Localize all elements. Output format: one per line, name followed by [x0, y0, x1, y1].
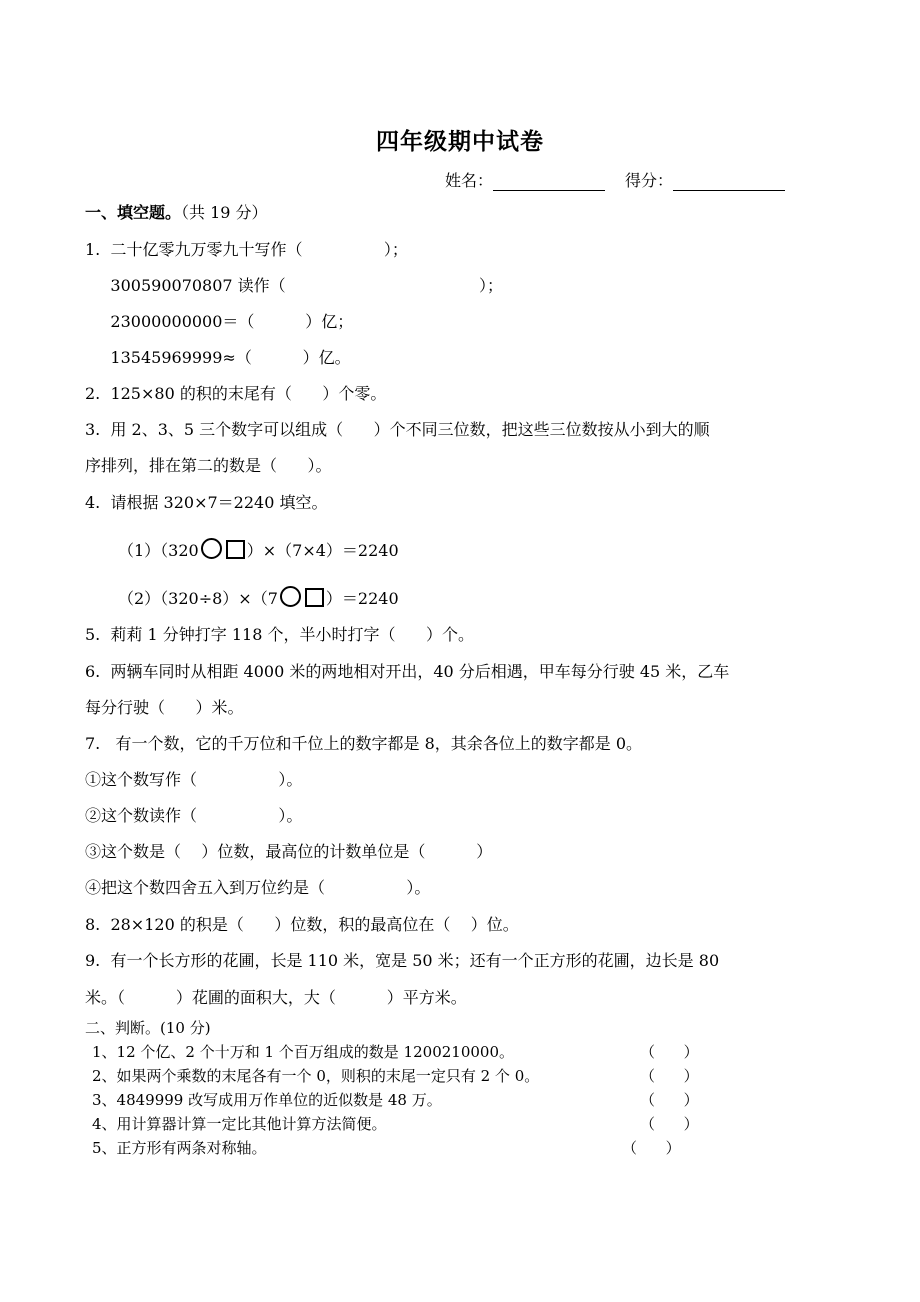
judgment-item: 2、如果两个乘数的末尾各有一个 0，则积的末尾一定只有 2 个 0。 — [92, 1067, 540, 1085]
name-label: 姓名： — [445, 171, 494, 190]
q4-item-2: （2）（320÷8）×（7 ）＝2240 — [118, 586, 399, 609]
answer-blank[interactable]: （ ） — [640, 1067, 699, 1085]
question-line: 5. 莉莉 1 分钟打字 118 个，半小时打字（ ）个。 — [85, 625, 475, 644]
judgment-item: 3、4849999 改写成用万作单位的近似数是 48 万。 — [92, 1091, 442, 1109]
section1-points: （共 19 分） — [181, 203, 268, 222]
question-line: 6. 两辆车同时从相距 4000 米的两地相对开出，40 分后相遇，甲车每分行驶 45 米，乙车 — [85, 662, 730, 681]
judgment-item: 5、正方形有两条对称轴。 — [92, 1139, 267, 1157]
question-line: 米。（ ）花圃的面积大，大（ ）平方米。 — [85, 988, 467, 1007]
question-line: ④把这个数四舍五入到万位约是（ ）。 — [85, 878, 431, 897]
name-field[interactable] — [493, 173, 605, 191]
answer-blank[interactable]: （ ） — [640, 1115, 699, 1133]
section1-title: 一、填空题。 — [85, 203, 182, 222]
question-line: 13545969999≈（ ）亿。 — [85, 348, 351, 367]
answer-blank[interactable]: （ ） — [622, 1139, 681, 1157]
question-line: 每分行驶（ ）米。 — [85, 698, 244, 717]
section1-heading — [85, 203, 268, 223]
question-line: ③这个数是（ ）位数，最高位的计数单位是（ ） — [85, 842, 493, 861]
question-line: 3. 用 2、3、5 三个数字可以组成（ ）个不同三位数，把这些三位数按从小到大的顺 — [85, 420, 710, 439]
score-field[interactable] — [673, 173, 785, 191]
question-line: 9. 有一个长方形的花圃，长是 110 米，宽是 50 米；还有一个正方形的花圃，边长是 80 — [85, 951, 720, 970]
question-line: 序排列，排在第二的数是（ ）。 — [85, 456, 332, 475]
square-icon — [226, 540, 245, 559]
question-line: 7. 有一个数，它的千万位和千位上的数字都是 8，其余各位上的数字都是 0。 — [85, 734, 643, 753]
question-line: 4. 请根据 320×7＝2240 填空。 — [85, 493, 328, 512]
question-line: 1. 二十亿零九万零九十写作（ ）； — [85, 240, 408, 259]
page-title: 四年级期中试卷 — [376, 129, 544, 155]
name-score-row — [445, 168, 785, 191]
question-line: ①这个数写作（ ）。 — [85, 770, 303, 789]
circle-icon — [201, 538, 222, 559]
judgment-item: 1、12 个亿、2 个十万和 1 个百万组成的数是 1200210000。 — [92, 1043, 514, 1061]
question-line: 300590070807 读作（ ）； — [85, 276, 503, 295]
square-icon — [305, 588, 324, 607]
circle-icon — [280, 586, 301, 607]
question-line: 23000000000＝（ ）亿； — [85, 312, 354, 331]
judgment-item: 4、用计算器计算一定比其他计算方法简便。 — [92, 1115, 387, 1133]
q4-item-1: （1）（320 ）×（7×4）＝2240 — [118, 538, 399, 561]
answer-blank[interactable]: （ ） — [640, 1091, 699, 1109]
question-line: 2. 125×80 的积的末尾有（ ）个零。 — [85, 384, 387, 403]
question-line: ②这个数读作（ ）。 — [85, 806, 303, 825]
answer-blank[interactable]: （ ） — [640, 1043, 699, 1061]
score-label: 得分： — [625, 171, 674, 190]
section2-heading: 二、判断。(10 分) — [85, 1019, 211, 1037]
question-line: 8. 28×120 的积是（ ）位数，积的最高位在（ ）位。 — [85, 915, 519, 934]
